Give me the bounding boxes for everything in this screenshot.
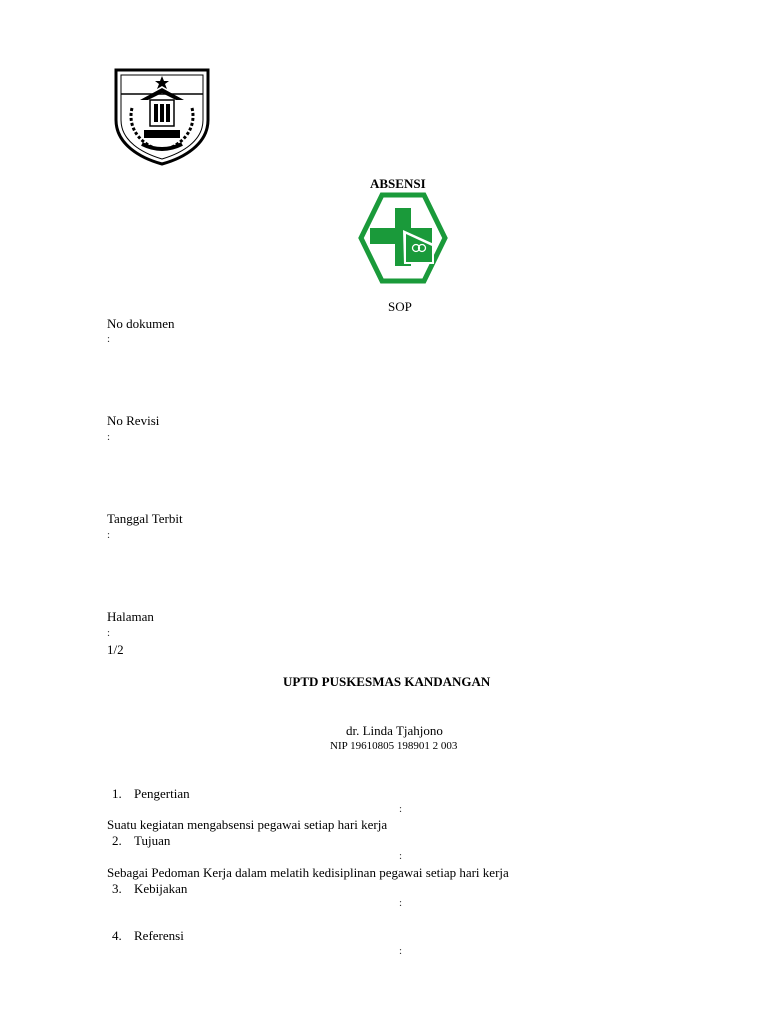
section-heading-referensi: Referensi — [134, 928, 184, 943]
signatory-name: dr. Linda Tjahjono — [346, 723, 443, 738]
field-colon-tanggal-terbit: : — [107, 529, 111, 541]
field-colon-no-dokumen: : — [107, 333, 111, 345]
section-number-1: 1. — [112, 786, 122, 801]
field-colon-no-revisi: : — [107, 431, 111, 443]
section-number-4: 4. — [112, 928, 122, 943]
health-cross-logo — [358, 192, 448, 284]
section-number-2: 2. — [112, 833, 122, 848]
section-heading-pengertian: Pengertian — [134, 786, 190, 801]
section-content-pengertian: Suatu kegiatan mengabsensi pegawai setiap hari kerja — [107, 817, 388, 832]
section-colon-tujuan: : — [399, 850, 403, 862]
field-label-halaman: Halaman — [107, 609, 154, 624]
section-colon-pengertian: : — [399, 803, 403, 815]
field-colon-halaman: : — [107, 627, 111, 639]
field-label-no-dokumen: No dokumen — [107, 316, 175, 331]
institution-name: UPTD PUSKESMAS KANDANGAN — [283, 674, 491, 689]
section-colon-referensi: : — [399, 945, 403, 957]
regency-emblem-logo — [114, 68, 210, 166]
field-label-tanggal-terbit: Tanggal Terbit — [107, 511, 183, 526]
field-value-halaman: 1/2 — [107, 642, 124, 657]
section-heading-kebijakan: Kebijakan — [134, 881, 188, 896]
signatory-nip: NIP 19610805 198901 2 003 — [330, 740, 458, 752]
field-label-no-revisi: No Revisi — [107, 413, 160, 428]
section-colon-kebijakan: : — [399, 897, 403, 909]
sop-label: SOP — [388, 299, 412, 314]
document-title: ABSENSI — [370, 176, 426, 191]
section-heading-tujuan: Tujuan — [134, 833, 171, 848]
section-content-tujuan: Sebagai Pedoman Kerja dalam melatih kedisiplinan pegawai setiap hari kerja — [107, 865, 509, 880]
section-number-3: 3. — [112, 881, 122, 896]
